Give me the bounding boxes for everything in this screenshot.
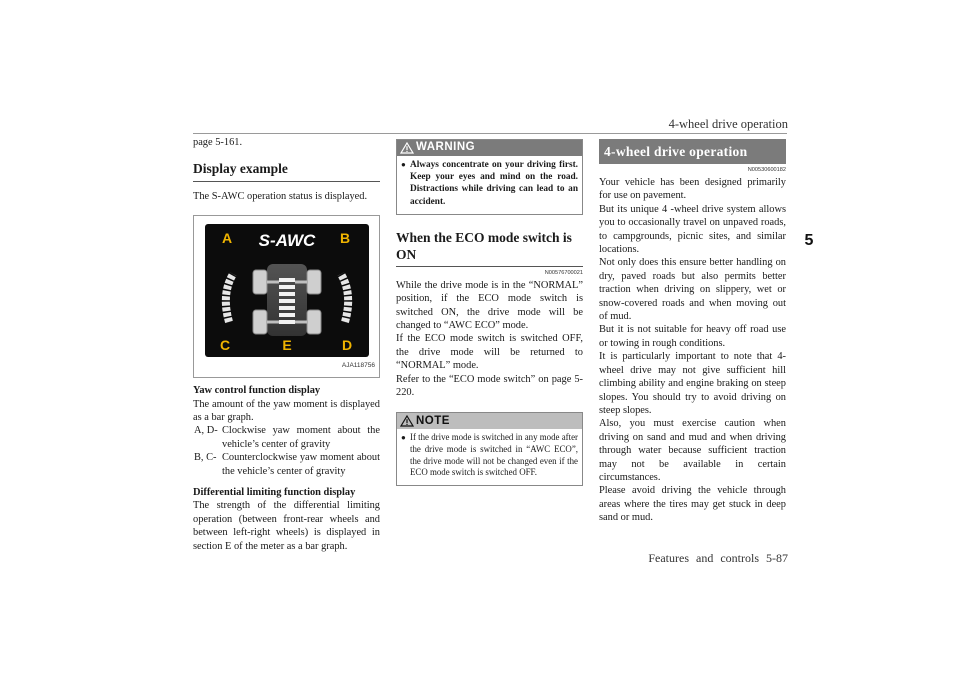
section-title-eco-mode: When the ECO mode switch is ON [396,229,583,267]
svg-text:B: B [339,230,351,247]
warning-text: Always concentrate on your driving first. Keep your eyes and mind on the road. Distractions while driving can lead to an accident. [410,160,578,207]
yaw-control-heading: Yaw control function display [193,385,321,397]
definition-desc: Counterclockwise yaw moment about the vehicle’s center of gravity [222,452,380,477]
figure-label-e [282,337,291,353]
footer-section: Features and controls [648,551,759,565]
definition-term: A, D- [194,425,218,437]
differential-text: The strength of the differential limiting operation (between front-rear wheels and between left-right wheels) is displayed in section E of the meter as a bar graph. [193,500,380,552]
warning-header [397,140,582,156]
figure-label-d [342,337,352,353]
figure-label-a [222,230,232,246]
differential-block [193,486,380,553]
differential-heading: Differential limiting function display [193,487,356,499]
definition-row-ad [193,424,380,451]
bullet-icon: ● [401,160,406,169]
paragraph: But its unique 4 -wheel drive system allows you to occasionally travel on unpaved roads, to campgrounds, picnic sites, and similar locations. [599,203,786,256]
paragraph: Please avoid driving the vehicle through areas where the tires may get stuck in deep sand or mud. [599,485,786,524]
section-title-4wd: 4-wheel drive operation [599,139,786,164]
svg-text:C: C [219,337,231,354]
intro-text: The S-AWC operation status is displayed. [193,190,368,202]
paragraph: It is particularly important to note that 4-wheel drive may not give sufficient hill climbing ability and engine braking on steep slopes. You should try to avoid driving on steep slopes. [599,351,786,416]
bullet-icon: ● [401,433,406,443]
note-body [397,429,582,484]
paragraph: Also, you must exercise caution when driving on sand and mud and when driving through water because sufficient traction may not be available in certain circumstances. [599,418,786,483]
definition-row-bc [193,451,380,478]
header-rule [193,133,787,134]
svg-text:A: A [221,230,233,247]
definition-term: B, C- [194,452,217,464]
note-label: NOTE [416,414,450,427]
note-triangle-icon [400,415,414,427]
running-footer [648,551,788,566]
yaw-bar-left [226,274,233,322]
warning-item [401,159,578,208]
svg-text:D: D [341,337,353,354]
display-example-figure [193,215,380,378]
yaw-control-text: The amount of the yaw moment is displayed as a bar graph. [193,398,380,424]
definition-desc: Clockwise yaw moment about the vehicle’s center of gravity [222,425,380,450]
warning-label: WARNING [416,141,476,154]
figure-id: AJA118756 [341,361,375,369]
column-right [599,139,786,525]
svg-text:E: E [282,337,292,354]
s-awc-display-image [205,224,369,357]
figure-label-b [340,230,350,246]
note-box [396,412,583,485]
note-text: If the drive mode is switched in any mode after the drive mode is switched in “AWC ECO”, the drive mode will not be changed even if the ECO mode switch is switched OFF. [410,432,578,478]
column-left [193,136,380,553]
yaw-control-block [193,384,380,478]
yaw-definitions [193,424,380,478]
section-code-eco: N00576700021 [544,269,583,276]
warning-box [396,139,583,215]
section-code-4wd: N00530600182 [747,167,786,173]
note-header [397,413,582,429]
continuation-text: page 5-161. [193,137,243,148]
s-awc-meter-illustration [205,224,369,357]
yaw-bar-right [341,274,348,322]
column-middle [396,139,583,486]
chapter-tab: 5 [796,227,822,255]
paragraph: Your vehicle has been designed primarily for use on pavement. [599,177,786,202]
s-awc-title: S-AWC [258,231,316,251]
paragraph: Not only does this ensure better handling on dry, paved roads but also permits better traction when driving on slippery, wet or snow-covered roads and when moving out of mud. [599,257,786,323]
note-item [401,432,578,478]
footer-page-number: 5-87 [766,551,788,565]
figure-label-c [220,337,230,353]
4wd-body [599,176,786,525]
header-title: 4-wheel drive operation [668,117,788,131]
section-title-display-example: Display example [193,162,380,181]
eco-mode-text: While the drive mode is in the “NORMAL” position, if the ECO mode switch is switched ON, the drive mode will be changed to “AWC ECO” mode. If the ECO mode switch is switched OFF, the drive mode will be returned to “NORMAL” mode. Refer to the “ECO mode switch” on page 5-220. [396,279,583,399]
warning-triangle-icon [400,142,414,154]
paragraph: But it is not suitable for heavy off road use or towing in rough conditions. [599,324,786,349]
warning-body [397,156,582,214]
